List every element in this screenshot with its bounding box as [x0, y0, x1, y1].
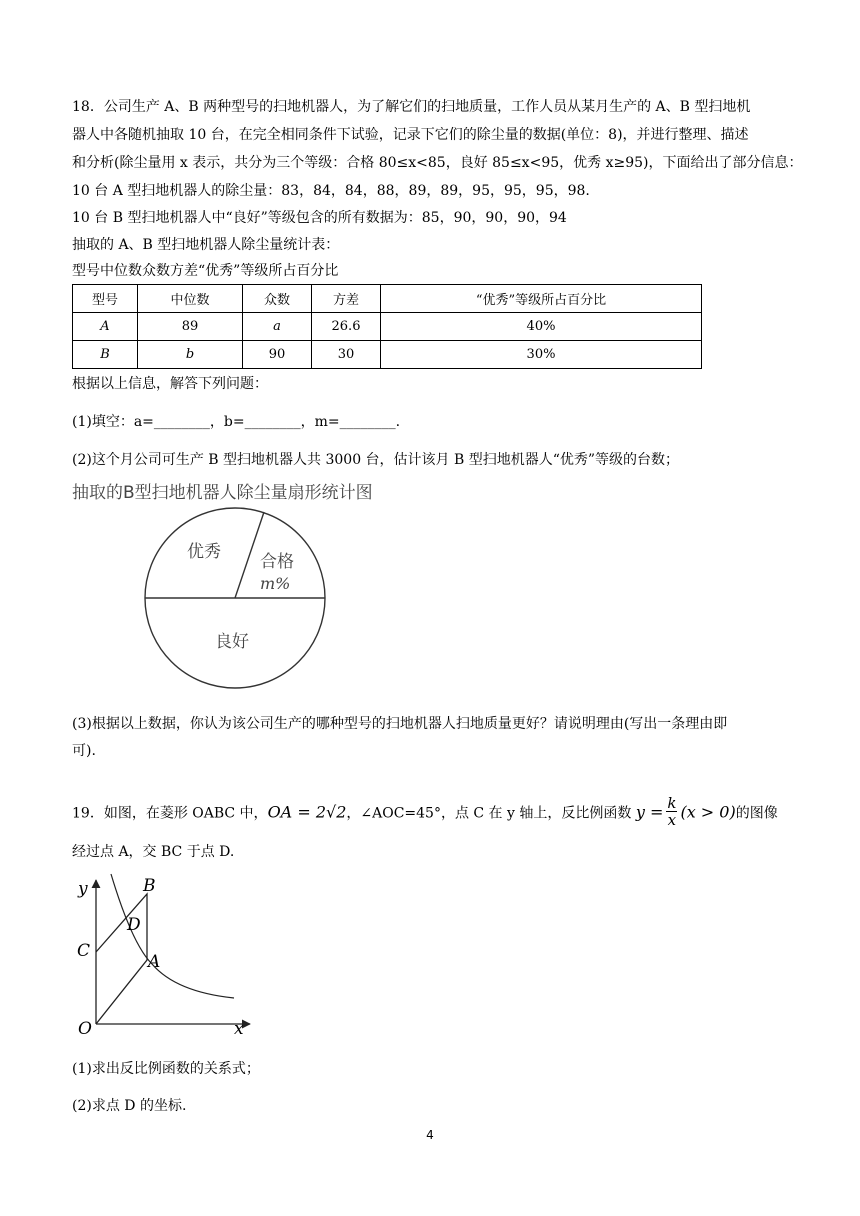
table-header: 中位数: [138, 285, 243, 313]
page-number: 4: [426, 1128, 434, 1142]
table-cell: A: [73, 313, 138, 341]
table-cell: 30: [312, 341, 381, 369]
table-cell: 40%: [381, 313, 702, 341]
label-B: B: [143, 876, 156, 896]
q18-part-1: (1)填空：a=________，b=________，m=________.: [72, 414, 401, 430]
label-C: C: [77, 941, 91, 961]
table-cell: b: [138, 341, 243, 369]
q19-line-1: [72, 794, 778, 830]
q19-post: 的图像: [735, 805, 778, 822]
label-x: x: [234, 1019, 244, 1039]
stats-table: [72, 284, 702, 369]
label-y: y: [78, 879, 88, 899]
q19-part-1: (1)求出反比例函数的关系式；: [72, 1061, 260, 1077]
q18-line-1: 18．公司生产 A、B 两种型号的扫地机器人，为了解它们的扫地质量，工作人员从某月生产的 A、B 型扫地机: [72, 99, 751, 115]
table-row: [73, 313, 702, 341]
label-A: A: [148, 952, 161, 972]
rhombus-shape: [96, 894, 147, 1024]
q18-line-3: 和分析(除尘量用 x 表示，共分为三个等级：合格 80≤x<85，良好 85≤x<95，优秀 x≥95)，下面给出了部分信息：: [72, 155, 803, 171]
table-cell: 26.6: [312, 313, 381, 341]
table-cell: 90: [243, 341, 312, 369]
q18-line-2: 器人中各随机抽取 10 台，在完全相同条件下试验，记录下它们的除尘量的数据(单位：8)，并进行整理、描述: [72, 127, 749, 143]
q19-func-y: y =: [635, 802, 664, 822]
pie-label-excellent: 优秀: [187, 542, 221, 562]
q19-func-denominator: x: [667, 811, 677, 829]
q18-line-5: 10 台 B 型扫地机器人中“良好”等级包含的所有数据为：85，90，90，90，94: [72, 210, 567, 226]
q19-line-2: 经过点 A，交 BC 于点 D.: [72, 844, 235, 860]
q19-fraction: [666, 795, 677, 828]
q18-part-3-line-2: 可).: [72, 743, 96, 759]
q18-line-7: 型号中位数众数方差“优秀”等级所占百分比: [72, 263, 339, 279]
label-O: O: [78, 1019, 92, 1039]
pie-label-qualified-pct: m%: [260, 574, 291, 593]
table-header: 方差: [312, 285, 381, 313]
table-cell: 30%: [381, 341, 702, 369]
pie-chart-title: 抽取的B型扫地机器人除尘量扇形统计图: [72, 483, 373, 503]
table-header-row: [73, 285, 702, 313]
table-cell: 89: [138, 313, 243, 341]
pie-label-qualified: 合格: [260, 552, 294, 572]
q19-part-2: (2)求点 D 的坐标.: [72, 1098, 187, 1114]
table-row: [73, 341, 702, 369]
q19-func-condition: (x > 0): [680, 802, 736, 822]
q18-part-2: (2)这个月公司可生产 B 型扫地机器人共 3000 台，估计该月 B 型扫地机器人“优秀”等级的台数；: [72, 452, 680, 468]
pie-label-good: 良好: [215, 632, 249, 652]
table-cell: a: [243, 313, 312, 341]
q18-line-6: 抽取的 A、B 型扫地机器人除尘量统计表：: [72, 237, 340, 253]
pie-chart: [140, 505, 340, 695]
rhombus-figure: [72, 872, 257, 1042]
table-header: 众数: [243, 285, 312, 313]
q18-line-4: 10 台 A 型扫地机器人的除尘量：83，84，84，88，89，89，95，95，95，98.: [72, 183, 590, 199]
q18-part-3-line-1: (3)根据以上数据，你认为该公司生产的哪种型号的扫地机器人扫地质量更好？请说明理由(写出一条理由即: [72, 716, 728, 732]
table-header: 型号: [73, 285, 138, 313]
hyperbola-curve: [111, 874, 234, 998]
table-cell: B: [73, 341, 138, 369]
q19-intro: 19．如图，在菱形 OABC 中，: [72, 805, 268, 822]
q19-oa-length: OA = 2√2: [267, 802, 347, 822]
q19-angle-text: ，∠AOC=45°，点 C 在 y 轴上，反比例函数: [346, 805, 632, 822]
q18-line-8: 根据以上信息，解答下列问题：: [72, 376, 268, 392]
label-D: D: [127, 915, 141, 935]
q19-func-numerator: k: [667, 794, 677, 812]
table-header: “优秀”等级所占百分比: [381, 285, 702, 313]
